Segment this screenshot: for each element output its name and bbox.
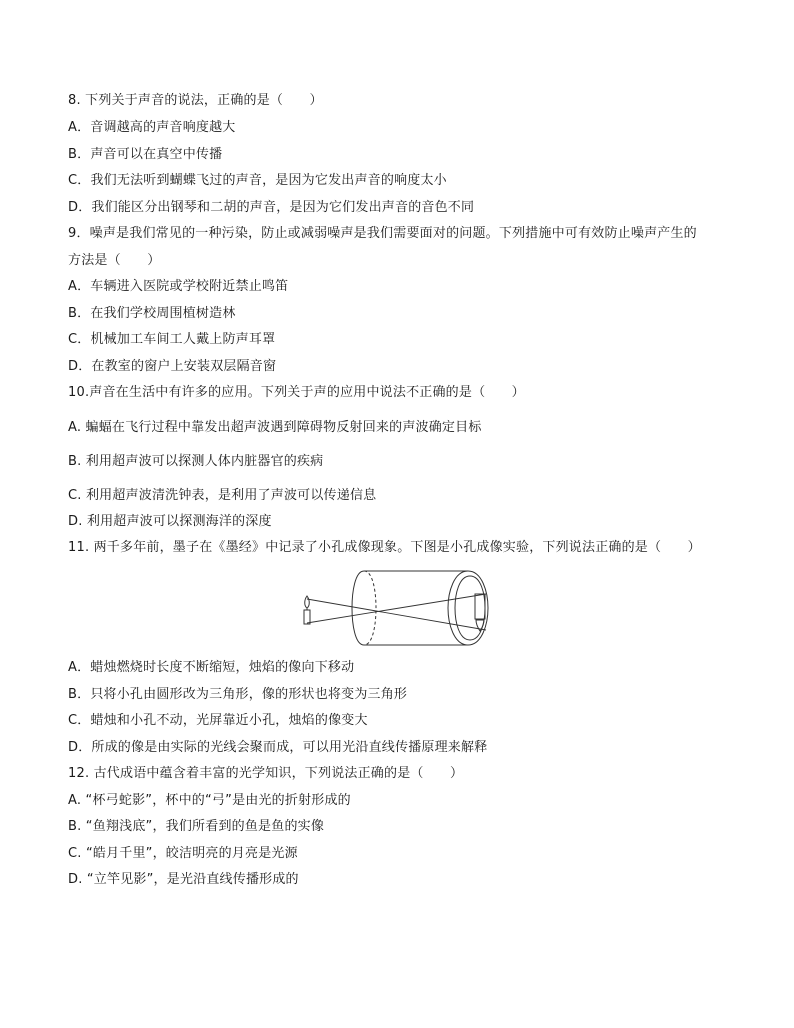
q10-option-c: C. 利用超声波清洗钟表，是利用了声波可以传递信息 — [68, 488, 377, 503]
q12-option-a: A. “杯弓蛇影”，杯中的“弓”是由光的折射形成的 — [68, 793, 351, 808]
q9-stem-line2: 方法是（ ） — [68, 253, 161, 268]
q8-option-d: D．我们能区分出钢琴和二胡的声音，是因为它们发出声音的音色不同 — [68, 200, 475, 215]
q8-stem: 8. 下列关于声音的说法，正确的是（ ） — [68, 93, 323, 108]
cylinder-body — [352, 571, 488, 645]
q9-stem-line1: 9．噪声是我们常见的一种污染，防止或减弱噪声是我们需要面对的问题。下列措施中可有效防止噪声产生的 — [68, 226, 697, 241]
q11-option-d: D．所成的像是由实际的光线会聚而成，可以用光沿直线传播原理来解释 — [68, 740, 488, 755]
q9-option-c: C．机械加工车间工人戴上防声耳罩 — [68, 332, 276, 347]
q8-option-c: C．我们无法听到蝴蝶飞过的声音，是因为它发出声音的响度太小 — [68, 173, 447, 188]
q12-stem: 12. 古代成语中蕴含着丰富的光学知识，下列说法正确的是（ ） — [68, 766, 464, 781]
q11-stem: 11. 两千多年前，墨子在《墨经》中记录了小孔成像现象。下图是小孔成像实验，下列说法正确的是（ ） — [68, 540, 701, 555]
q12-option-b: B. “鱼翔浅底”，我们所看到的鱼是鱼的实像 — [68, 819, 325, 834]
q11-option-b: B．只将小孔由圆形改为三角形，像的形状也将变为三角形 — [68, 687, 408, 702]
inverted-flame-image — [475, 594, 485, 631]
q10-option-d: D. 利用超声波可以探测海洋的深度 — [68, 514, 272, 529]
q12-option-c: C. “皓月千里”，皎洁明亮的月亮是光源 — [68, 846, 298, 861]
q11-option-a: A．蜡烛燃烧时长度不断缩短，烛焰的像向下移动 — [68, 660, 355, 675]
q9-option-a: A．车辆进入医院或学校附近禁止鸣笛 — [68, 279, 289, 294]
q12-option-d: D. “立竿见影”，是光沿直线传播形成的 — [68, 872, 299, 887]
q10-stem: 10.声音在生活中有许多的应用。下列关于声的应用中说法不正确的是（ ） — [68, 385, 525, 400]
light-rays — [307, 594, 486, 630]
q8-option-a: A．音调越高的声音响度越大 — [68, 120, 236, 135]
candle-icon — [304, 596, 310, 624]
q9-option-d: D．在教室的窗户上安装双层隔音窗 — [68, 359, 277, 374]
q10-option-a: A. 蝙蝠在飞行过程中靠发出超声波遇到障碍物反射回来的声波确定目标 — [68, 420, 482, 435]
pinhole-camera-diagram — [300, 564, 500, 664]
q8-option-b: B．声音可以在真空中传播 — [68, 147, 223, 162]
q10-option-b: B. 利用超声波可以探测人体内脏器官的疾病 — [68, 454, 324, 469]
q9-option-b: B．在我们学校周围植树造林 — [68, 306, 236, 321]
q11-option-c: C．蜡烛和小孔不动，光屏靠近小孔，烛焰的像变大 — [68, 713, 368, 728]
